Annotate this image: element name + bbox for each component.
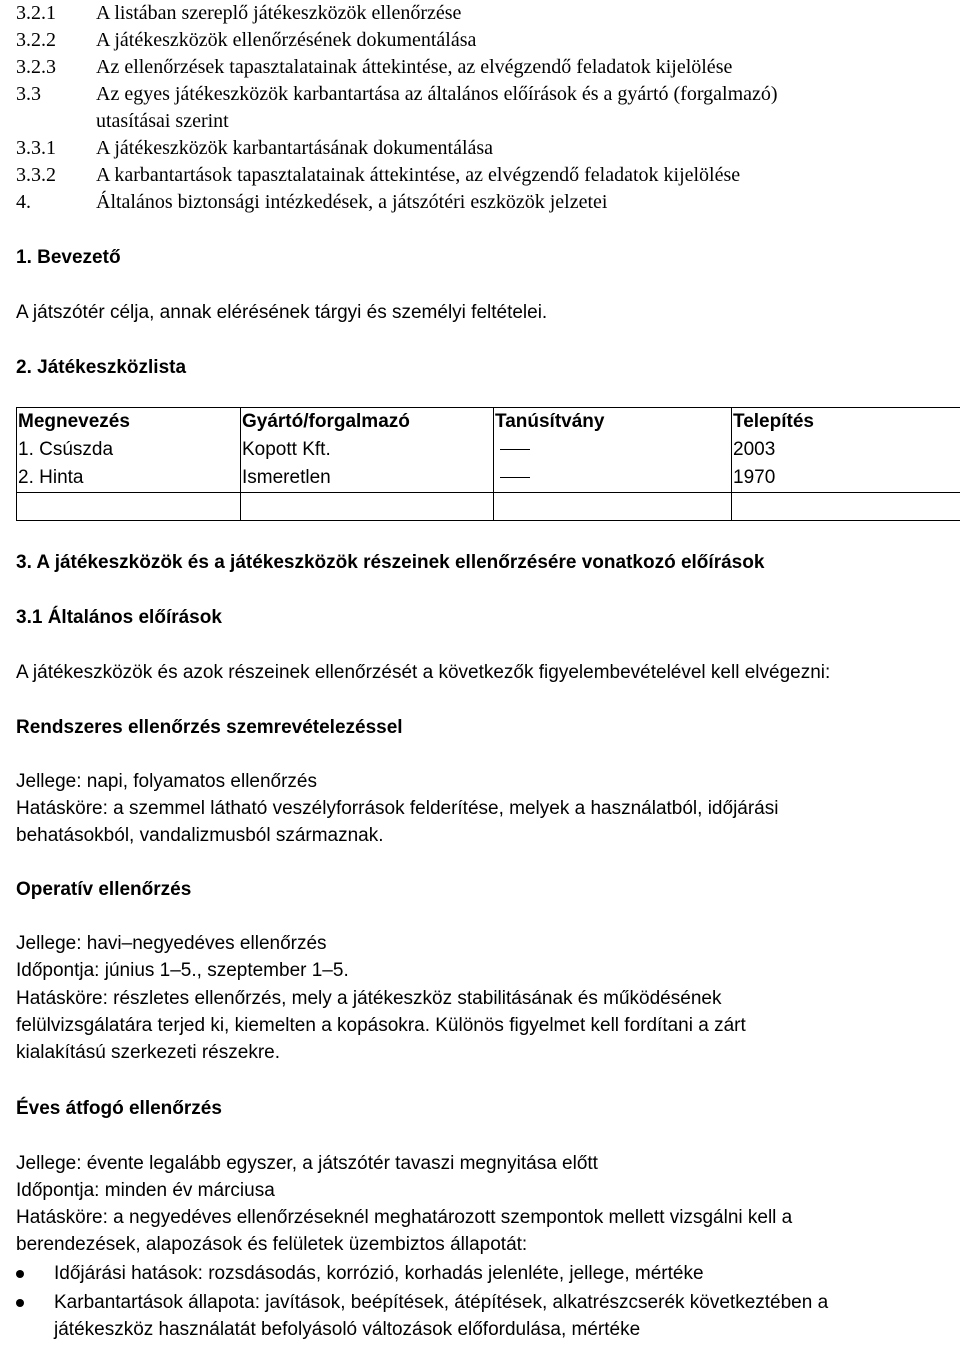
table-cell: Ismeretlen [241, 464, 494, 493]
toc-title: Az ellenőrzések tapasztalatainak áttekintése, az elvégzendő feladatok kijelölése [96, 56, 733, 78]
table-header-cell: Gyártó/forgalmazó [241, 408, 494, 437]
toc-number: 3.2.3 [16, 56, 56, 78]
equipment-table [16, 407, 960, 521]
toc-title: utasításai szerint [96, 110, 229, 132]
toc-number: 3.2.2 [16, 29, 56, 51]
operative-inspection-line: Hatásköre: részletes ellenőrzés, mely a játékeszköz stabilitásának és működésének [16, 988, 722, 1009]
table-header-cell: Telepítés [732, 408, 960, 437]
general-rules-intro: A játékeszközök és azok részeinek ellenőrzését a következők figyelembevételével kell elvégezni: [16, 662, 831, 683]
table-row [17, 436, 960, 464]
section-heading-introduction: 1. Bevezető [16, 247, 121, 268]
toc-title: A listában szereplő játékeszközök ellenőrzése [96, 2, 462, 24]
toc-number: 3.2.1 [16, 2, 56, 24]
toc-number: 3.3.1 [16, 137, 56, 159]
table-header-row [17, 408, 960, 437]
dash-mark [500, 449, 530, 450]
toc-number: 4. [16, 191, 31, 213]
table-cell [241, 493, 494, 521]
table-cell [732, 493, 960, 521]
toc-title: A játékeszközök karbantartásának dokumentálása [96, 137, 494, 159]
table-cell [494, 493, 732, 521]
list-item-text: játékeszköz használatát befolyásoló változások előfordulása, mértéke [54, 1319, 641, 1340]
operative-inspection-line: Időpontja: június 1–5., szeptember 1–5. [16, 960, 349, 981]
annual-inspection-line: Jellege: évente legalább egyszer, a játszótér tavaszi megnyitása előtt [16, 1153, 598, 1174]
introduction-text: A játszótér célja, annak elérésének tárgyi és személyi feltételei. [16, 302, 548, 323]
operative-inspection-line: Jellege: havi–negyedéves ellenőrzés [16, 933, 327, 954]
annual-inspection-line: Időpontja: minden év márciusa [16, 1180, 275, 1201]
toc-title: A karbantartások tapasztalatainak áttekintése, az elvégzendő feladatok kijelölése [96, 164, 741, 186]
table-row-empty [17, 493, 960, 521]
table-header-cell: Tanúsítvány [494, 408, 732, 437]
table-cell [494, 436, 732, 464]
toc-number: 3.3.2 [16, 164, 56, 186]
table-cell: Kopott Kft. [241, 436, 494, 464]
table-row [17, 464, 960, 493]
toc-title: A játékeszközök ellenőrzésének dokumentálása [96, 29, 477, 51]
table-cell [494, 464, 732, 493]
operative-inspection-line: felülvizsgálatára terjed ki, kiemelten a kopásokra. Különös figyelmet kell fordítani a zárt [16, 1015, 746, 1036]
regular-inspection-line: behatásokból, vandalizmusból származnak. [16, 825, 384, 846]
table-header-cell: Megnevezés [17, 408, 241, 437]
table-cell: 2. Hinta [17, 464, 241, 493]
bullet-icon [16, 1299, 24, 1307]
annual-inspection-heading: Éves átfogó ellenőrzés [16, 1098, 222, 1119]
regular-inspection-heading: Rendszeres ellenőrzés szemrevételezéssel [16, 717, 403, 738]
section-heading-equipment-list: 2. Játékeszközlista [16, 357, 187, 378]
bullet-icon [16, 1270, 24, 1278]
toc-title: Az egyes játékeszközök karbantartása az általános előírások és a gyártó (forgalmazó) [96, 83, 778, 105]
operative-inspection-heading: Operatív ellenőrzés [16, 879, 192, 900]
annual-inspection-line: Hatásköre: a negyedéves ellenőrzéseknél meghatározott szempontok mellett vizsgálni kell a [16, 1207, 793, 1228]
section-heading-inspection-rules: 3. A játékeszközök és a játékeszközök részeinek ellenőrzésére vonatkozó előírások [16, 552, 765, 573]
operative-inspection-line: kialakítású szerkezeti részekre. [16, 1042, 280, 1063]
regular-inspection-line: Hatásköre: a szemmel látható veszélyforrások felderítése, melyek a használatból, időjárási [16, 798, 779, 819]
regular-inspection-line: Jellege: napi, folyamatos ellenőrzés [16, 771, 318, 792]
subsection-heading-general-rules: 3.1 Általános előírások [16, 607, 222, 628]
dash-mark [500, 477, 530, 478]
table-cell: 1970 [732, 464, 960, 493]
toc-number: 3.3 [16, 83, 41, 105]
table-cell: 1. Csúszda [17, 436, 241, 464]
list-item-text: Karbantartások állapota: javítások, beépítések, átépítések, alkatrészcserék következtében a [54, 1292, 829, 1313]
list-item-text: Időjárási hatások: rozsdásodás, korrózió, korhadás jelenléte, jellege, mértéke [54, 1263, 704, 1284]
annual-inspection-line: berendezések, alapozások és felületek üzembiztos állapotát: [16, 1234, 528, 1255]
table-cell [17, 493, 241, 521]
table-cell: 2003 [732, 436, 960, 464]
toc-title: Általános biztonsági intézkedések, a játszótéri eszközök jelzetei [96, 191, 608, 213]
